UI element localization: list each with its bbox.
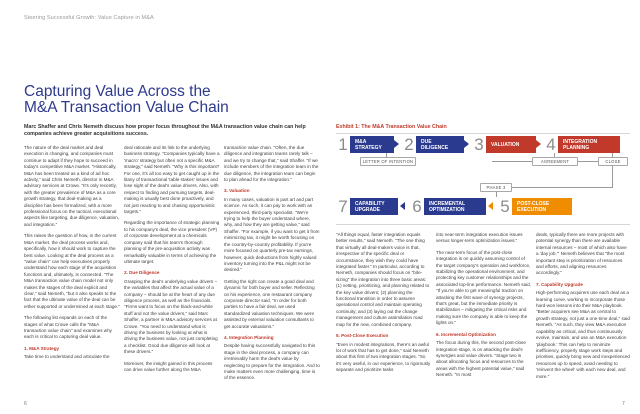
step-label-capability-upgrade: CAPABILITY UPGRADE — [355, 200, 385, 213]
arrow-5-6 — [488, 202, 493, 210]
body-paragraph: Moreover, the insight gained in this process can drive value further along the M&A — [124, 360, 213, 372]
body-paragraph: into near-term integration execution issues versus longer-term optimization issues." — [436, 232, 523, 244]
arrow-2-3 — [464, 140, 469, 148]
body-paragraph: The near-term focus of the post-close integration is on quickly assuming control of the target company's operation and workforce, stabilizing the operational environment, and protecting key customer relationships and the associated top-line performance. Nemeth said, "If you're able to get meaningful traction on attacking the first wave of synergy projects, that's great, but the immediate priority is stabilization – mitigating the critical risks and making sure the company is able to keep the lights on." — [436, 249, 531, 326]
section-heading: 2. Due Diligence — [124, 270, 160, 276]
milestone-letter-of-intent: LETTER OF INTENTION — [360, 157, 416, 166]
step-number-2: 2 — [404, 135, 414, 154]
text-column-1 — [24, 145, 120, 366]
step-number-7: 7 — [338, 197, 348, 216]
body-paragraph: transaction value chain. "Often, the due diligence and integration teams rarely talk – and we try to change that," said Shaffer. "If we include members of the integration team in the due diligence, the integration team can begin to plan ahead for the integration." — [224, 145, 319, 183]
body-paragraph: Take time to understand and articulate the — [24, 354, 110, 360]
text-column-2 — [124, 145, 220, 378]
title-line-2: M&A Transaction Value Chain — [24, 99, 229, 116]
step-label-ma-strategy: M&A STRATEGY — [355, 138, 382, 151]
body-paragraph: In many cases, valuation is part art and part science. As such, it can pay to work with an experienced, third-party specialist. "We're trying to help the buyer understand where, why, and how they are getting value," said Shaffer. "For example, if you want to get it from minimizing tax, it might be worth focusing on the country-by-country profitability. If you're more focused on quarterly pre-tax earnings, however, quick deductions from highly valued inventory turning into the P&L might not be desired." — [224, 196, 320, 273]
page-number-left: 6 — [24, 401, 27, 407]
value-chain-diagram — [336, 136, 630, 226]
body-paragraph: Regarding the importance of strategic planning to his company's deal, the vice president (VP) of corporate development at a chemicals company said that his team's thorough planning of the pre-acquisition activity was remarkably valuable in terms of achieving the ultimate target. — [124, 220, 220, 264]
text-column-5 — [436, 232, 532, 384]
step-box-valuation — [486, 136, 536, 153]
step-label-integration-planning: INTEGRATION PLANNING — [563, 138, 598, 151]
body-paragraph: Grasping the deal's underlying value drivers – the variables that affect the actual value of a company – should be at the heart of any due diligence process, as well as the financials. "Firms want to focus on the black-and-white stuff and not the value drivers," said Marc Shaffer, a partner in M&A advisory services at Crowe. "You need to understand what is driving the business by looking at what is driving the business value, not just completing a checklist. Good due diligence will look at these drivers." — [124, 278, 218, 355]
step-number-4: 4 — [546, 135, 556, 154]
body-paragraph: deal rationale and its link to the underlying business strategy. "Companies typically have a 'macro' strategy but often not a specific M&A strategy," said Nemeth. "Why is this important? For one, it's all too easy to get caught up in the litany of transactional 'table stakes' issues and lose sight of the deal's value drivers. Also, with respect to finding and pursuing targets, deal-making is usually best done proactively, and not just reacting to and chasing opportunistic targets." — [124, 145, 220, 215]
step-number-3: 3 — [474, 135, 484, 154]
body-paragraph: This raises the question of how, in the current M&A market, the deal process works and, specifically, how it should work to capture the best value. Looking at the deal process as a "value chain" can help executives properly understand how each stage of the acquisition functions and, ultimately, is connected. "The M&A transaction value chain model not only makes the stages of the deal explicit and clear," said Nemeth, "but it also speaks to the fact that the ultimate value of the deal can be either supported or undermined at each stage." — [24, 233, 120, 309]
arrow-3-4 — [536, 140, 541, 148]
article-dek: Marc Shaffer and Chris Nemeth discuss how proper focus throughout the M&A transaction value chain can help companies achieve greater acquisitions success. — [24, 124, 306, 137]
running-head: Steering Successful Growth: Value Capture in M&A — [24, 15, 154, 21]
milestone-phase-3: PHASE 3 — [480, 183, 512, 192]
text-column-6 — [536, 232, 630, 385]
step-label-due-diligence: DUE DILIGENCE — [421, 138, 449, 151]
step-box-post-close-execution — [512, 198, 572, 215]
milestone-close: CLOSE — [598, 157, 628, 166]
article-title — [24, 84, 284, 116]
section-heading: 3. Valuation — [224, 188, 250, 194]
body-paragraph: The following list expands on each of the stages of what Crowe calls the "M&A transaction value chain" and examines why each is critical to capturing deal value. — [24, 315, 112, 340]
body-paragraph: The nature of the deal market and deal execution is changing, and companies must continue to adapt if they hope to succeed in today's competitive M&A market. "Historically, M&A has been treated as a kind of ad hoc activity," said Chris Nemeth, director in M&A advisory services at Crowe. "It's only recently, with the greater prevalence of M&A as a core growth strategy, that deal-making as a discipline has been formalized, with a more professional focus on the tactical, executional aspects like targeting, due diligence, valuation, and integration." — [24, 145, 119, 227]
step-number-1: 1 — [338, 135, 348, 154]
section-heading: 5. Post-Close Execution — [336, 333, 389, 339]
body-paragraph: "Even in modest integrations, there's an awful lot of work that has to get done," said Nemeth about this first of two integration stages. "So it's very useful, in our experience, to rigorously separate and prioritize tasks — [336, 341, 431, 373]
title-line-1: Capturing Value Across the — [24, 83, 211, 100]
step-label-valuation: VALUATION — [491, 141, 520, 148]
step-label-post-close-execution: POST-CLOSE EXECUTION — [517, 200, 550, 213]
section-heading: 1. M&A Strategy — [24, 345, 60, 351]
section-heading: 7. Capability Upgrade — [536, 281, 583, 287]
step-box-due-diligence — [416, 136, 464, 153]
exhibit-bottom-rule — [336, 224, 630, 225]
step-number-6: 6 — [412, 197, 422, 216]
step-box-integration-planning — [558, 136, 620, 153]
arrow-1-2 — [394, 140, 399, 148]
body-paragraph: deals, typically there are more projects with potential synergy than there are available internal resources – most of which also have a 'day job.'" Nemeth believes that "the most important step is prioritization of resources and efforts, and aligning resources accordingly." — [536, 232, 627, 276]
step-box-capability-upgrade — [350, 198, 398, 215]
body-paragraph: High-performing acquirers use each deal as a learning curve, working to incorporate those hard-won lessons into their M&A playbook. "Better acquirers see M&A as central to growth strategy, not just a one-time deal," said Nemeth. "As such, they view M&A execution capability as critical, and thus continuously evolve, maintain, and use an M&A execution 'playbook.' This can help to minimize inefficiency, properly stage work steps and priorities, quickly bring new and inexperienced resources up to speed, avoid needing to 'reinvent the wheel' with each new deal, and more." — [536, 290, 630, 379]
step-label-incremental-optimization: INCREMENTAL OPTIMIZATION — [429, 200, 466, 213]
milestone-agreement: AGREEMENT — [532, 157, 578, 166]
page-number-right: 7 — [622, 401, 625, 407]
section-heading: 4. Integration Planning — [224, 334, 274, 340]
step-box-incremental-optimization — [424, 198, 486, 215]
step-box-ma-strategy — [350, 136, 394, 153]
section-heading: 6. Incremental Optimization — [436, 331, 496, 337]
text-column-4 — [336, 232, 432, 379]
body-paragraph: The focus during this, the second post-close integration stage, is on attacking the deal's synergies and value drivers. "Stage two is about allocating focus and resources to the areas with the highest potential value," said Nemeth. "In most — [436, 340, 526, 378]
arrow-6-7 — [400, 202, 405, 210]
connector-phase3 — [496, 187, 613, 188]
exhibit-top-rule — [336, 133, 630, 134]
text-column-3 — [224, 145, 320, 387]
exhibit-title: Exhibit 1: The M&A Transaction Value Chain — [336, 124, 447, 130]
body-paragraph: Getting the right can create a good deal and dynamic for both buyer and seller. Reflecting on his experience, one restaurant company corporate director said, "In order for both parties to have a fair deal, we used standardized valuation techniques. We were assisted by external valuation consultants to get accurate valuations." — [224, 278, 315, 329]
body-paragraph: Despite having successfully navigated to this stage in the deal process, a company can irretrievably harm the deal's value by neglecting to prepare for the integration. And to make matters even more challenging, time is of the essence. — [224, 343, 320, 381]
step-number-5: 5 — [500, 197, 510, 216]
body-paragraph: "All things equal, faster integration equals better results," said Nemeth. "The one thing that virtually all deal-makers voice is that, irrespective of the specific deal or circumstance, they wish they could have integrated faster." In particular, according to Nemeth, companies should focus on "bite-sizing" the integration into three basic areas: (1) vetting, prioritizing, and planning related to the key value drivers; (2) planning the functional transition in order to assume operational control and maintain operating continuity; and (3) laying out the change management and culture assimilation road map for the new, combined company. — [336, 232, 430, 327]
